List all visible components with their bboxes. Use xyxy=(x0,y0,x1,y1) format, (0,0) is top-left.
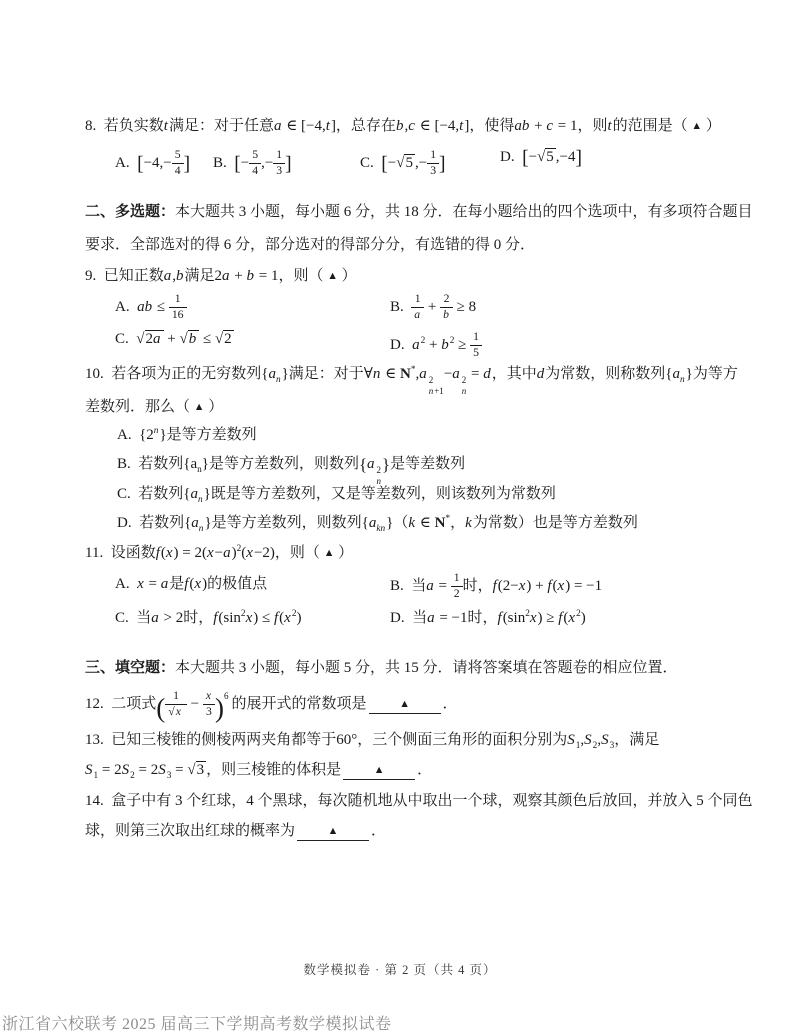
question-14-line1: 14. 盒子中有 3 个红球，4 个黑球，每次随机地从中取出一个球，观察其颜色后放回，并放入 5 个同色 xyxy=(85,793,753,809)
question-11-option-d: D. 当a = −1时，$f(\sin^2x) \ge f(x^2)$ xyxy=(390,609,586,626)
watermark-text: 浙江省六校联考 2025 届高三下学期高考数学模拟试卷 xyxy=(2,1016,392,1033)
question-10-stem-line1: 10. 若各项为正的无穷数列$\{a_n\}$满足：对于∀n ∈ N*,a 2 n+1 −a 2 n = d，其中d为常数，则称数列$\{a_n\}$为等方 xyxy=(85,365,738,396)
question-9-stem: 9. 已知正数a,b满足2a + b = 1，则（ ▲ ） xyxy=(85,268,357,284)
question-10-option-c: C. 若数列$\{a_n\}$既是等方差数列，又是等差数列，则该数列为常数列 xyxy=(117,486,556,505)
question-13-line2: $S_1 = 2S_2 = 2S_3 = √3$ ，则三棱锥的体积是 ▲ ． xyxy=(85,762,433,781)
question-8-option-d: D. [−√5 ,−4] xyxy=(500,148,583,169)
question-14-line2: 球，则第三次取出红球的概率为 ▲ ． xyxy=(85,823,387,839)
question-10-stem-line2: 差数列．那么（ ▲ ） xyxy=(85,399,224,415)
section-2-header-line2: 要求．全部选对的得 6 分，部分选对的得部分分，有选错的得 0 分． xyxy=(85,237,536,253)
question-12: 12. 二项式( $\frac{1}{√x}$ − $\frac{x}{3}$ )$^6$ 的展开式的常数项是 ▲ ． xyxy=(85,689,458,724)
section-3-header: 三、填空题：本大题共 3 小题，每小题 5 分，共 15 分．请将答案填在答题卷的相应位置． xyxy=(85,660,678,676)
question-11-options-row2 xyxy=(85,606,725,646)
question-9-option-d: D. $a^2 + b^2$ ≥ $\frac{1}{5}$ xyxy=(390,331,482,359)
question-8-option-b: B. [− $\frac{5}{4}$ ,− $\frac{1}{3}$ ] xyxy=(213,148,292,177)
question-9-option-a: A. ab ≤ $\frac{1}{16}$ xyxy=(115,293,187,321)
question-13-line1: 13. 已知三棱锥的侧棱两两夹角都等于60°，三个侧面三角形的面积分别为$S_1,S_2,S_3$，满足 xyxy=(85,732,660,751)
question-10-option-d: D. 若数列$\{a_n\}$是等方差数列，则数列$\{a_{kn}\}(k$ ∈ N*，k为常数）也是等方差数列 xyxy=(117,514,638,534)
question-11-option-c: C. 当a > 2时，$f(\sin^2x) \le f(x^2)$ xyxy=(115,609,302,626)
question-9-options-row1 xyxy=(85,293,725,333)
question-11-option-a: A. x = a是f(x)的极值点 xyxy=(115,576,268,592)
question-8-stem: 8. 若负实数t满足：对于任意a ∈ [−4,t]，总存在b,c ∈ [−4,t]，使得ab + c = 1，则t的范围是（ ▲ ） xyxy=(85,118,721,134)
question-8-option-a: A. [−4,− $\frac{5}{4}$ ] xyxy=(115,148,191,177)
question-10-option-a: A. {2$^n$}是等方差数列 xyxy=(117,426,257,443)
question-10-option-b: B. 若数列$\{a_n\}$是等方差数列，则数列{a 2 n }是等差数列 xyxy=(117,454,466,486)
question-8-option-c: C. [−√5 ,− $\frac{1}{3}$ ] xyxy=(360,148,446,177)
exam-content xyxy=(85,0,753,1035)
question-8-options xyxy=(85,149,725,189)
section-2-header-line1: 二、多选题：本大题共 3 小题，每小题 6 分，共 18 分．在每小题给出的四个选项中，有多项符合题目 xyxy=(85,204,753,220)
question-11-stem: 11. 设函数$f(x) = 2(x-a)^2(x-2)$，则（ ▲ ） xyxy=(85,544,354,561)
question-9-option-b: B. $\frac{1}{a}$ + $\frac{2}{b}$ ≥ 8 xyxy=(390,292,477,321)
question-11-option-b: B. 当a = $\frac{1}{2}$ 时，f(2−x) + f(x) = −1 xyxy=(390,571,603,600)
page-footer: 数学模拟卷 · 第 2 页（共 4 页） xyxy=(303,963,497,977)
question-9-option-c: C. √2a + √b ≤ √2 xyxy=(115,331,232,347)
